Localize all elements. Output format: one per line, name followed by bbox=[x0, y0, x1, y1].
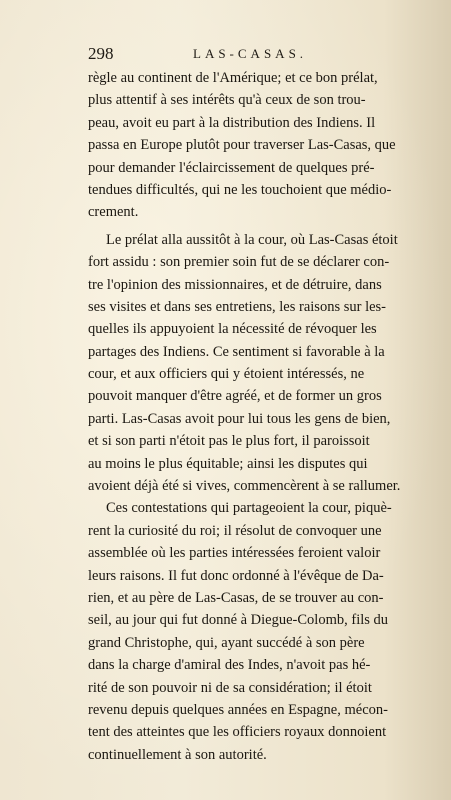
paragraph bbox=[88, 497, 392, 766]
text-line: fort assidu : son premier soin fut de se déclarer con- bbox=[88, 254, 390, 271]
text-line: tre l'opinion des missionnaires, et de détruire, dans bbox=[88, 276, 382, 293]
text-line: passa en Europe plutôt pour traverser Las-Casas, que bbox=[88, 137, 396, 154]
text-line: quelles ils appuyoient la nécessité de révoquer les bbox=[88, 321, 377, 338]
text-line: revenu depuis quelques années en Espagne, mécon- bbox=[88, 701, 388, 718]
body-text bbox=[88, 67, 401, 766]
page-header bbox=[88, 44, 363, 66]
text-line: pouvoit manquer d'être agréé, et de former un gros bbox=[88, 388, 382, 405]
text-line: ses visites et dans ses entretiens, les raisons sur les- bbox=[88, 298, 387, 315]
text-line: plus attentif à ses intérêts qu'à ceux de son trou- bbox=[88, 92, 366, 109]
text-line: tendues difficultés, qui ne les touchoient que médio- bbox=[88, 181, 392, 198]
text-line: assemblée où les parties intéressées feroient valoir bbox=[88, 545, 381, 562]
text-line: seil, au jour qui fut donné à Diegue-Colomb, fils du bbox=[88, 612, 389, 629]
text-line: avoient déjà été si vives, commencèrent à se rallumer. bbox=[88, 478, 401, 495]
text-line: parti. Las-Casas avoit pour lui tous les gens de bien, bbox=[88, 410, 391, 427]
text-line: grand Christophe, qui, ayant succédé à son père bbox=[88, 634, 365, 651]
text-line: règle au continent de l'Amérique; et ce bon prélat, bbox=[88, 70, 378, 86]
text-line: tent des atteintes que les officiers royaux donnoient bbox=[88, 724, 387, 741]
text-line: rien, et au père de Las-Casas, de se trouver au con- bbox=[88, 589, 384, 606]
text-line: continuellement à son autorité. bbox=[88, 746, 267, 763]
text-line: partages des Indiens. Ce sentiment si favorable à la bbox=[88, 343, 385, 360]
text-line: peau, avoit eu part à la distribution des Indiens. Il bbox=[88, 114, 376, 131]
text-line: rité de son pouvoir ni de sa considération; il étoit bbox=[88, 679, 372, 696]
text-line: crement. bbox=[88, 204, 139, 221]
text-line: Le prélat alla aussitôt à la cour, où Las-Casas étoit bbox=[106, 231, 398, 248]
running-head: LAS-CASAS. bbox=[193, 46, 308, 61]
text-line: pour demander l'éclaircissement de quelques pré- bbox=[88, 159, 375, 176]
text-line: leurs raisons. Il fut donc ordonné à l'évêque de Da- bbox=[88, 567, 384, 584]
text-line: cour, et aux officiers qui y étoient intéressés, ne bbox=[88, 366, 365, 383]
text-line: dans la charge d'amiral des Indes, n'avoit pas hé- bbox=[88, 657, 371, 674]
paragraph bbox=[88, 67, 396, 224]
page-number: 298 bbox=[88, 44, 114, 63]
text-line: Ces contestations qui partageoient la cour, piquè- bbox=[106, 500, 392, 517]
text-line: au moins le plus équitable; ainsi les disputes qui bbox=[88, 455, 368, 472]
text-line: rent la curiosité du roi; il résolut de convoquer une bbox=[88, 522, 382, 539]
paragraph bbox=[88, 229, 401, 498]
text-line: et si son parti n'étoit pas le plus fort, il paroissoit bbox=[88, 433, 370, 450]
